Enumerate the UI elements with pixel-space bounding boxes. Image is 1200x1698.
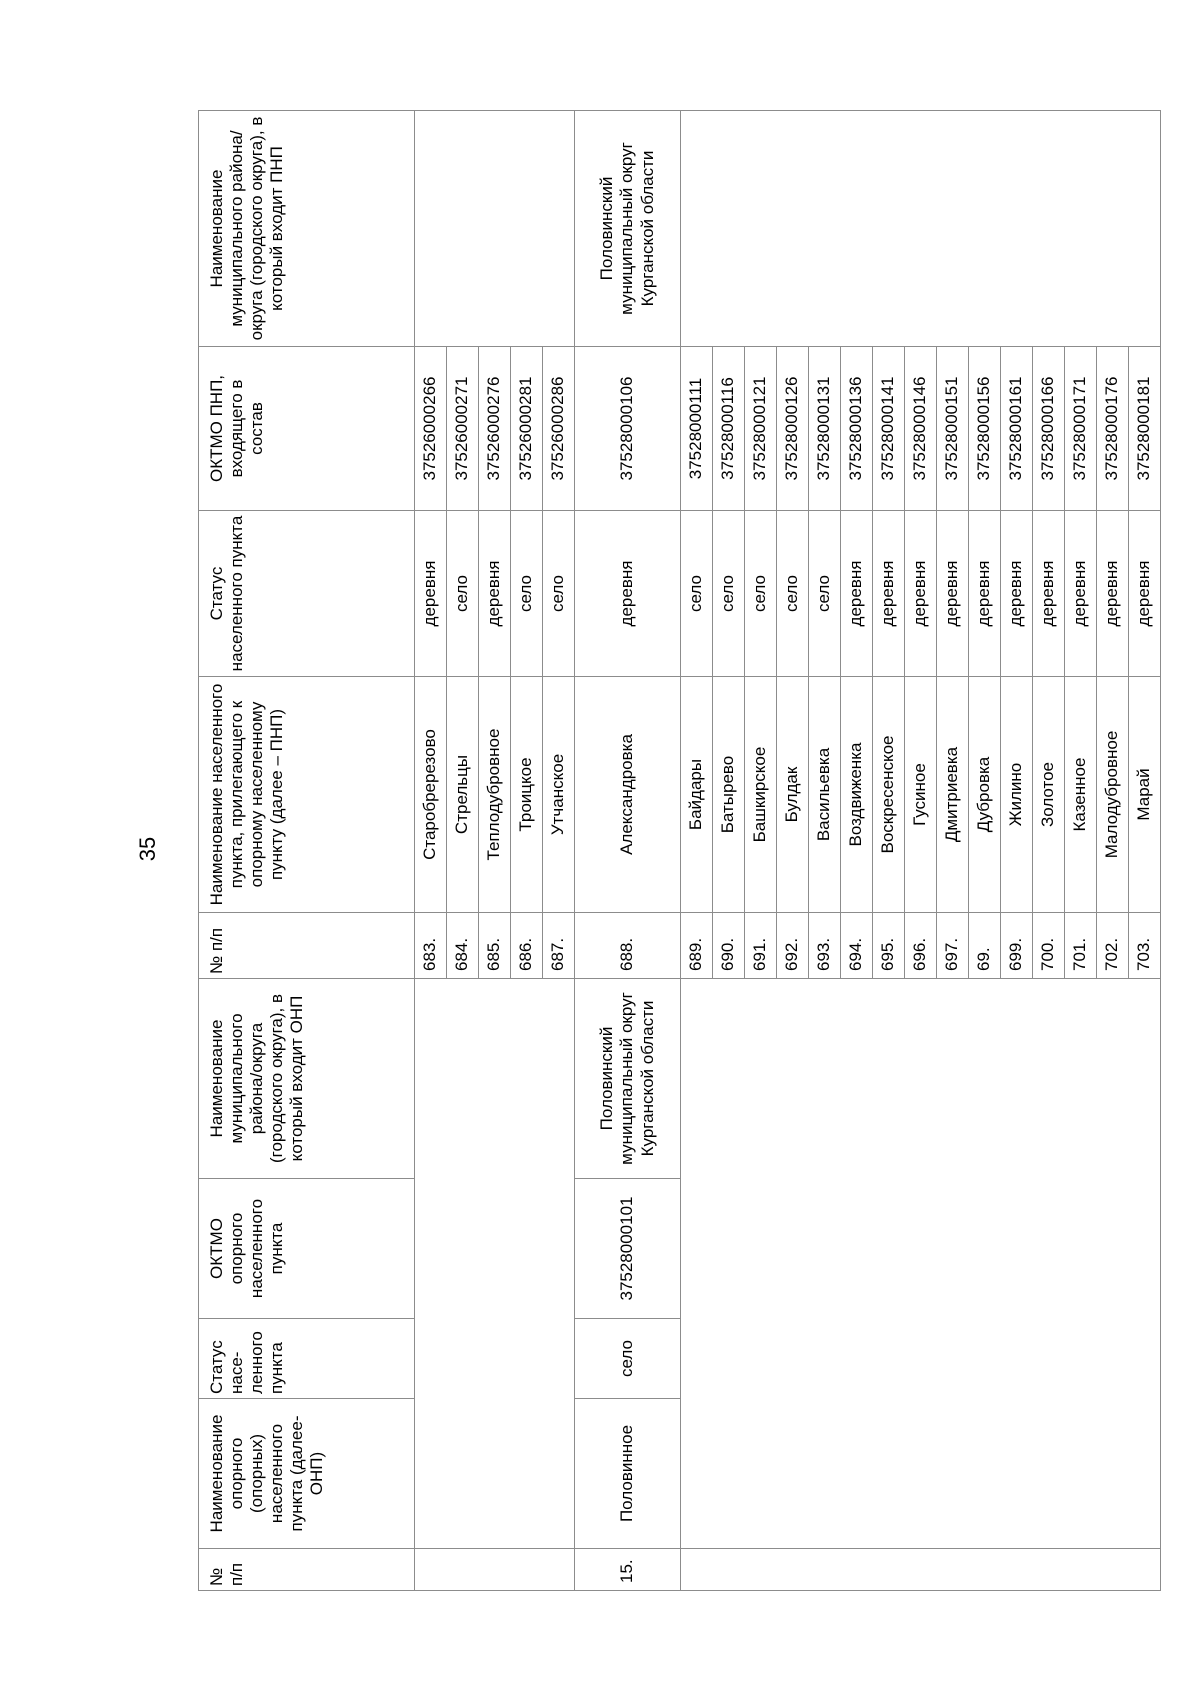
row-number: 691. bbox=[745, 913, 777, 979]
pnp-name: Стрельцы bbox=[447, 677, 479, 913]
empty-cell bbox=[415, 111, 575, 347]
pnp-status: деревня bbox=[1001, 511, 1033, 677]
empty-cell bbox=[681, 979, 1161, 1549]
pnp-name: Марай bbox=[1129, 677, 1161, 913]
onp-district: Половинский муниципальный округ Курганской области bbox=[575, 979, 681, 1179]
pnp-status: село bbox=[511, 511, 543, 677]
header-row bbox=[199, 111, 415, 1591]
pnp-name: Васильевка bbox=[809, 677, 841, 913]
pnp-status: деревня bbox=[479, 511, 511, 677]
header-pnp-name: Наименование населенного пункта, прилегающего к опорному населенному пункту (далее – ПНП) bbox=[199, 677, 415, 913]
pnp-oktmo: 37528000141 bbox=[873, 347, 905, 511]
onp-oktmo: 37528000101 bbox=[575, 1179, 681, 1319]
pnp-oktmo: 37528000106 bbox=[575, 347, 681, 511]
pnp-name: Золотое bbox=[1033, 677, 1065, 913]
pnp-oktmo: 37528000171 bbox=[1065, 347, 1097, 511]
row-number: 701. bbox=[1065, 913, 1097, 979]
pnp-status: село bbox=[809, 511, 841, 677]
table-row bbox=[681, 111, 713, 1591]
pnp-name: Казенное bbox=[1065, 677, 1097, 913]
pnp-status: деревня bbox=[969, 511, 1001, 677]
pnp-status: село bbox=[777, 511, 809, 677]
pnp-status: село bbox=[681, 511, 713, 677]
empty-cell bbox=[681, 111, 1161, 347]
pnp-status: деревня bbox=[575, 511, 681, 677]
row-number: 686. bbox=[511, 913, 543, 979]
header-pnp-status: Статус населенного пункта bbox=[199, 511, 415, 677]
pnp-status: село bbox=[447, 511, 479, 677]
rotated-table-wrapper bbox=[198, 111, 1154, 1591]
pnp-oktmo: 37528000131 bbox=[809, 347, 841, 511]
row-number: 69. bbox=[969, 913, 1001, 979]
header-pnp-oktmo: ОКТМО ПНП, входящего в состав bbox=[199, 347, 415, 511]
row-number: 703. bbox=[1129, 913, 1161, 979]
row-number: 702. bbox=[1097, 913, 1129, 979]
pnp-oktmo: 37526000266 bbox=[415, 347, 447, 511]
header-onp-status: Статус насе-ленного пункта bbox=[199, 1319, 415, 1399]
onp-name: Половинное bbox=[575, 1399, 681, 1549]
pnp-status: село bbox=[745, 511, 777, 677]
pnp-name: Александровка bbox=[575, 677, 681, 913]
pnp-oktmo: 37528000116 bbox=[713, 347, 745, 511]
pnp-name: Дубровка bbox=[969, 677, 1001, 913]
pnp-oktmo: 37528000161 bbox=[1001, 347, 1033, 511]
header-no-left: № п/п bbox=[199, 1549, 415, 1591]
header-onp-name: Наименование опорного (опорных) населенного пункта (далее- ОНП) bbox=[199, 1399, 415, 1549]
pnp-name: Башкирское bbox=[745, 677, 777, 913]
row-number: 696. bbox=[905, 913, 937, 979]
pnp-status: деревня bbox=[841, 511, 873, 677]
pnp-oktmo: 37526000271 bbox=[447, 347, 479, 511]
row-number: 694. bbox=[841, 913, 873, 979]
pnp-oktmo: 37528000136 bbox=[841, 347, 873, 511]
pnp-status: деревня bbox=[873, 511, 905, 677]
pnp-status: село bbox=[713, 511, 745, 677]
pnp-status: деревня bbox=[415, 511, 447, 677]
group-row bbox=[575, 111, 681, 1591]
pnp-name: Батырево bbox=[713, 677, 745, 913]
pnp-oktmo: 37528000146 bbox=[905, 347, 937, 511]
row-number: 699. bbox=[1001, 913, 1033, 979]
pnp-name: Малодубровное bbox=[1097, 677, 1129, 913]
header-pnp-district: Наименование муниципального района/округа (городского округа), в который входит ПНП bbox=[199, 111, 415, 347]
pnp-oktmo: 37528000166 bbox=[1033, 347, 1065, 511]
pnp-name: Жилино bbox=[1001, 677, 1033, 913]
table-row bbox=[415, 111, 447, 1591]
group-number: 15. bbox=[575, 1549, 681, 1591]
row-number: 690. bbox=[713, 913, 745, 979]
settlements-table bbox=[198, 110, 1161, 1591]
empty-cell bbox=[681, 1549, 1161, 1591]
pnp-oktmo: 37528000151 bbox=[937, 347, 969, 511]
row-number: 683. bbox=[415, 913, 447, 979]
row-number: 684. bbox=[447, 913, 479, 979]
pnp-district: Половинский муниципальный округ Курганской области bbox=[575, 111, 681, 347]
pnp-name: Воздвиженка bbox=[841, 677, 873, 913]
pnp-name: Гусиное bbox=[905, 677, 937, 913]
pnp-name: Теплодубровное bbox=[479, 677, 511, 913]
row-number: 692. bbox=[777, 913, 809, 979]
row-number: 695. bbox=[873, 913, 905, 979]
pnp-oktmo: 37528000156 bbox=[969, 347, 1001, 511]
onp-status: село bbox=[575, 1319, 681, 1399]
pnp-name: Дмитриевка bbox=[937, 677, 969, 913]
pnp-name: Байдары bbox=[681, 677, 713, 913]
pnp-status: деревня bbox=[905, 511, 937, 677]
pnp-oktmo: 37528000176 bbox=[1097, 347, 1129, 511]
pnp-oktmo: 37526000286 bbox=[543, 347, 575, 511]
pnp-oktmo: 37528000121 bbox=[745, 347, 777, 511]
pnp-name: Воскресенское bbox=[873, 677, 905, 913]
pnp-status: деревня bbox=[937, 511, 969, 677]
pnp-name: Старобререзово bbox=[415, 677, 447, 913]
row-number: 685. bbox=[479, 913, 511, 979]
pnp-status: деревня bbox=[1097, 511, 1129, 677]
pnp-oktmo: 37526000281 bbox=[511, 347, 543, 511]
row-number: 689. bbox=[681, 913, 713, 979]
page-number: 35 bbox=[135, 836, 160, 862]
row-number: 687. bbox=[543, 913, 575, 979]
pnp-oktmo: 37528000111 bbox=[681, 347, 713, 511]
pnp-oktmo: 37526000276 bbox=[479, 347, 511, 511]
row-number: 697. bbox=[937, 913, 969, 979]
pnp-name: Троицкое bbox=[511, 677, 543, 913]
pnp-status: деревня bbox=[1065, 511, 1097, 677]
pnp-name: Булдак bbox=[777, 677, 809, 913]
header-no-right: № п/п bbox=[199, 913, 415, 979]
row-number: 688. bbox=[575, 913, 681, 979]
pnp-name: Утчанское bbox=[543, 677, 575, 913]
pnp-status: деревня bbox=[1129, 511, 1161, 677]
pnp-oktmo: 37528000181 bbox=[1129, 347, 1161, 511]
pnp-oktmo: 37528000126 bbox=[777, 347, 809, 511]
empty-cell bbox=[415, 979, 575, 1549]
header-onp-oktmo: ОКТМО опорного населенного пункта bbox=[199, 1179, 415, 1319]
empty-cell bbox=[415, 1549, 575, 1591]
header-onp-district: Наименование муниципального района/округа (городского округа), в который входит ОНП bbox=[199, 979, 415, 1179]
pnp-status: деревня bbox=[1033, 511, 1065, 677]
row-number: 693. bbox=[809, 913, 841, 979]
row-number: 700. bbox=[1033, 913, 1065, 979]
pnp-status: село bbox=[543, 511, 575, 677]
